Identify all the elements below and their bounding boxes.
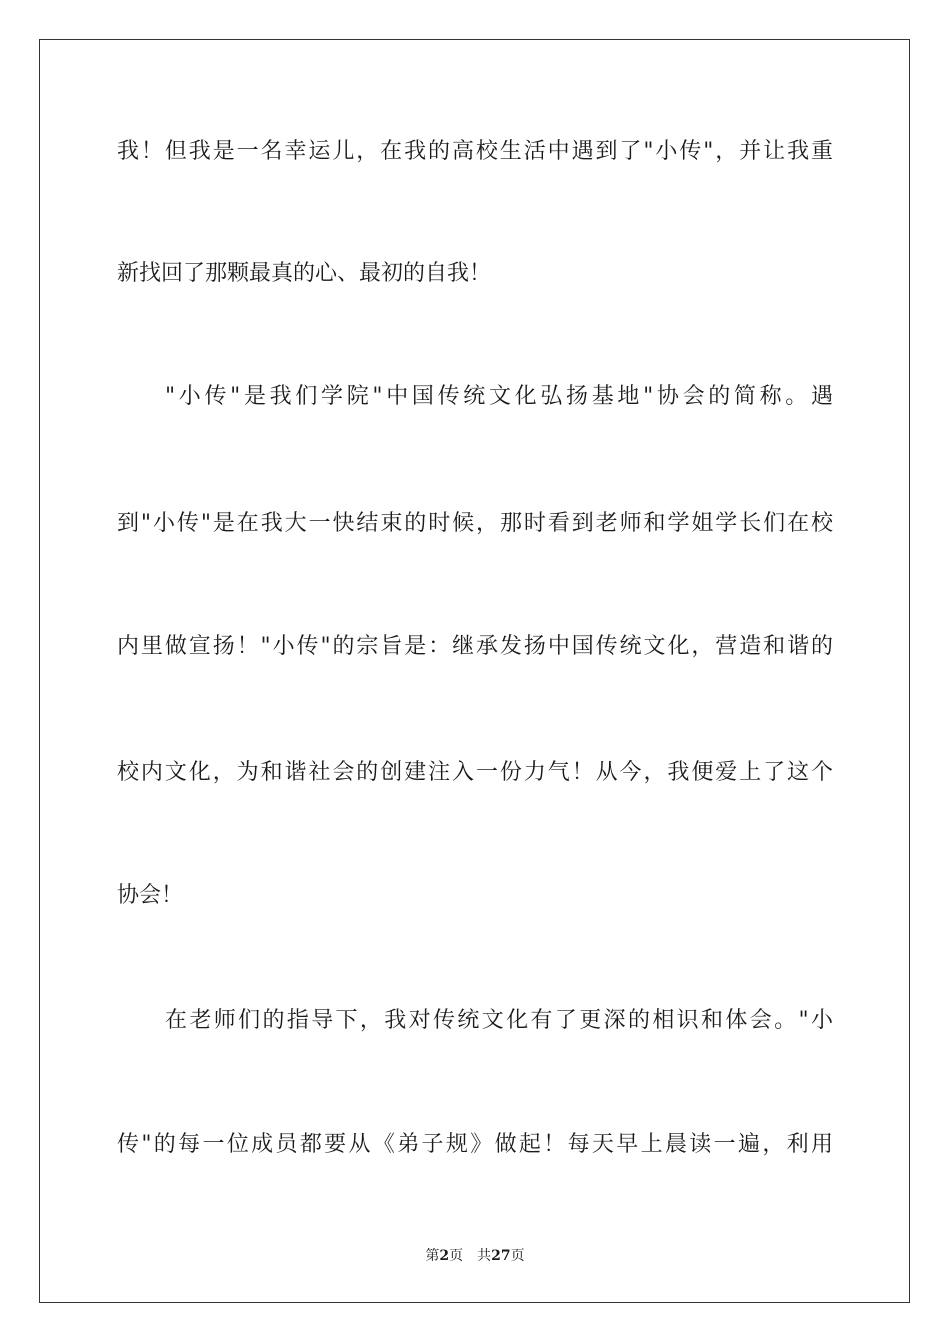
page-prefix: 第 <box>425 1248 440 1264</box>
page-footer <box>0 1246 950 1266</box>
body-text-line: "小传"是我们学院"中国传统文化弘扬基地"协会的简称。遇 <box>165 384 833 409</box>
total-prefix: 共 <box>477 1248 492 1264</box>
body-text-line: 到"小传"是在我大一快结束的时候，那时看到老师和学姐学长们在校 <box>117 511 833 536</box>
page-frame <box>39 39 910 1303</box>
body-text-line: 内里做宣扬！"小传"的宗旨是：继承发扬中国传统文化，营造和谐的 <box>117 634 833 659</box>
page-number: 2 <box>439 1248 450 1264</box>
body-text-line: 传"的每一位成员都要从《弟子规》做起！每天早上晨读一遍，利用 <box>117 1132 833 1157</box>
body-text-line: 校内文化，为和谐社会的创建注入一份力气！从今，我便爱上了这个 <box>117 760 833 785</box>
body-text-line: 协会！ <box>117 883 184 908</box>
body-text-line: 我！但我是一名幸运儿，在我的高校生活中遇到了"小传"，并让我重 <box>117 139 833 164</box>
total-suffix: 页 <box>510 1248 525 1264</box>
body-text-line: 在老师们的指导下，我对传统文化有了更深的相识和体会。"小 <box>165 1008 833 1033</box>
total-pages: 27 <box>491 1248 511 1264</box>
body-text-line: 新找回了那颗最真的心、最初的自我！ <box>117 261 492 286</box>
page-suffix: 页 <box>449 1248 464 1264</box>
